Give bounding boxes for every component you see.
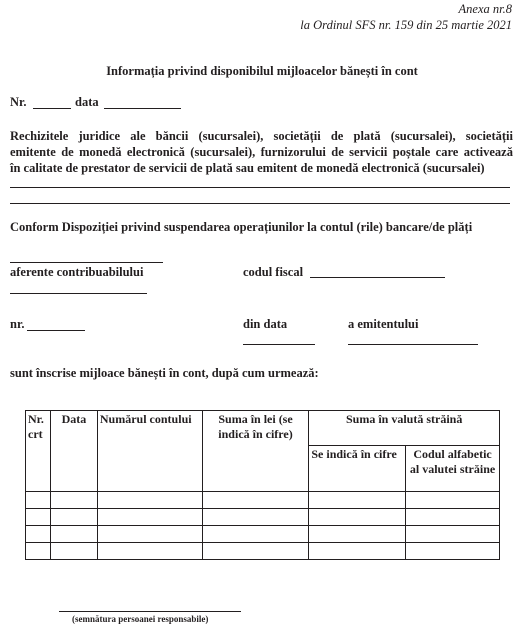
nr-field[interactable]: [27, 330, 85, 331]
header-date: Data: [50, 411, 97, 492]
table-cell[interactable]: [97, 492, 202, 509]
taxpayer-label: aferente contribuabilului: [10, 265, 144, 279]
table-cell[interactable]: [50, 543, 97, 560]
table-cell[interactable]: [202, 509, 309, 526]
document-title: Informația privind disponibilul mijloacelor bănești în cont: [106, 64, 418, 78]
table-cell[interactable]: [309, 492, 406, 509]
header-foreign-digits: Se indică în cifre: [309, 446, 406, 492]
header-foreign-sum: Suma în valută străină: [309, 411, 500, 446]
annex-number: Anexa nr.8: [458, 2, 512, 16]
from-date-field[interactable]: [243, 344, 315, 345]
table-cell[interactable]: [97, 509, 202, 526]
order-reference: la Ordinul SFS nr. 159 din 25 martie 2021: [300, 18, 512, 32]
funds-text: sunt înscrise mijloace bănești în cont, după cum urmează:: [10, 366, 319, 380]
table-row: [26, 509, 500, 526]
table-cell[interactable]: [309, 526, 406, 543]
from-date-label: din data: [243, 317, 288, 331]
funds-table: [25, 410, 500, 560]
table-cell[interactable]: [406, 526, 500, 543]
number-field[interactable]: [33, 108, 71, 109]
issuer-label: a emitentului: [348, 317, 419, 331]
table-cell[interactable]: [309, 509, 406, 526]
table-cell[interactable]: [97, 543, 202, 560]
table-cell[interactable]: [406, 543, 500, 560]
table-cell[interactable]: [50, 526, 97, 543]
fiscal-code-field[interactable]: [310, 277, 445, 278]
bank-requisites-line-1: Rechizitele juridice ale băncii (sucursalei), societății de plată (sucursalei), societății: [10, 129, 513, 143]
table-cell[interactable]: [202, 543, 309, 560]
bank-requisites-text: [10, 128, 513, 176]
table-cell[interactable]: [309, 543, 406, 560]
fiscal-code-label: codul fiscal: [243, 265, 304, 279]
nr-label: nr.: [10, 317, 25, 331]
issuer-field[interactable]: [348, 344, 478, 345]
bank-requisites-line-3: în calitate de prestator de servicii de plată sau emitent de monedă electronică (sucursalei): [10, 161, 485, 175]
table-cell[interactable]: [26, 543, 51, 560]
taxpayer-field[interactable]: [10, 293, 147, 294]
table-cell[interactable]: [97, 526, 202, 543]
disposition-text: Conform Dispoziției privind suspendarea operațiunilor la contul (rile) bancare/de plăți: [10, 220, 473, 234]
header-nr: Nr. crt: [26, 411, 51, 492]
table-row: [26, 526, 500, 543]
table-cell[interactable]: [26, 509, 51, 526]
requisites-blank-line-1[interactable]: [10, 187, 510, 188]
table-cell[interactable]: [406, 492, 500, 509]
table-cell[interactable]: [406, 509, 500, 526]
table-row: [26, 492, 500, 509]
table-row: [26, 543, 500, 560]
table-cell[interactable]: [202, 492, 309, 509]
disposition-blank-line[interactable]: [10, 262, 163, 263]
bank-requisites-line-2: emitente de monedă electronică (sucursalei), furnizorului de servicii poștale care activează: [10, 145, 513, 159]
requisites-blank-line-2[interactable]: [10, 203, 510, 204]
signature-caption: (semnătura persoanei responsabile): [72, 614, 209, 624]
header-account: Numărul contului: [97, 411, 202, 492]
number-label: Nr.: [10, 95, 27, 109]
table-header-row: [26, 411, 500, 446]
table-cell[interactable]: [26, 526, 51, 543]
header-sum-lei: Suma în lei (se indică în cifre): [202, 411, 309, 492]
date-field[interactable]: [104, 108, 181, 109]
table-cell[interactable]: [50, 509, 97, 526]
table-cell[interactable]: [26, 492, 51, 509]
signature-line[interactable]: [59, 611, 241, 612]
date-label: data: [75, 95, 99, 109]
header-currency-code: Codul alfabetic al valutei străine: [406, 446, 500, 492]
table-cell[interactable]: [50, 492, 97, 509]
table-cell[interactable]: [202, 526, 309, 543]
